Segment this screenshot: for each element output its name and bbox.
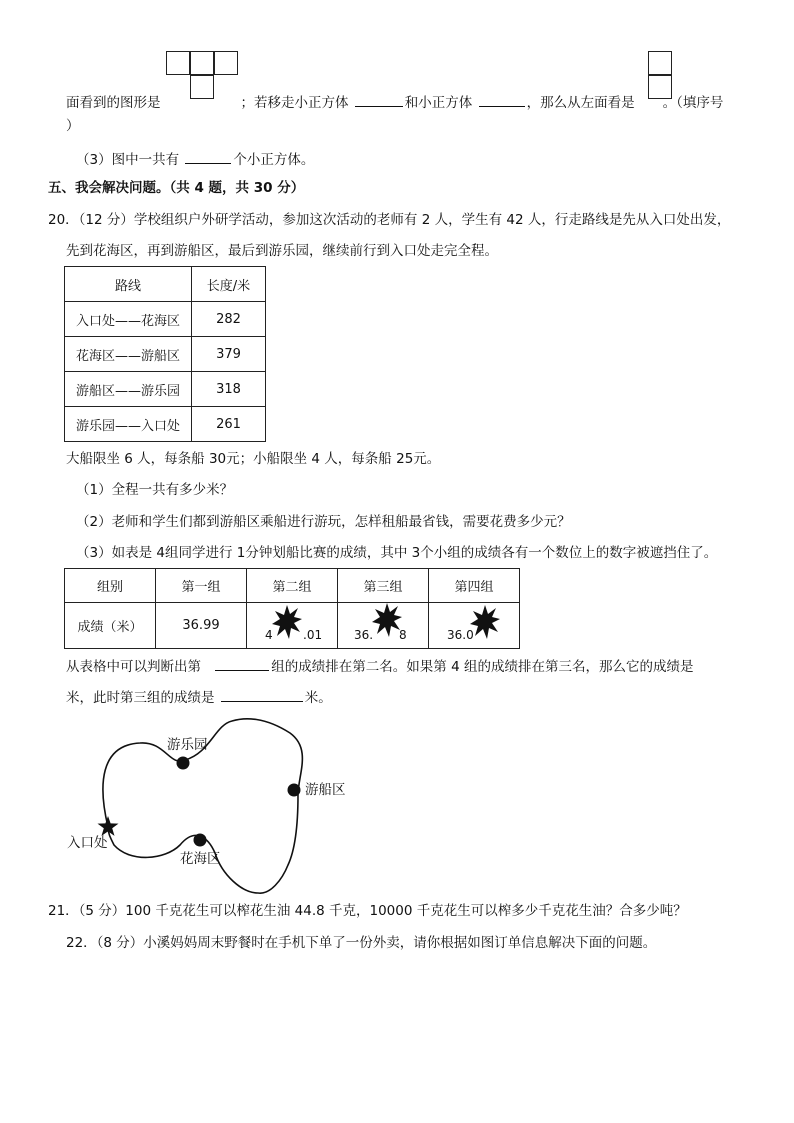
table-cell: 261 bbox=[192, 407, 266, 442]
table-cell: 入口处——花海区 bbox=[65, 302, 192, 337]
map-label-boat: 游船区 bbox=[305, 782, 346, 798]
group4-score-left: 36.0 bbox=[447, 628, 474, 642]
answer-blank[interactable] bbox=[355, 94, 403, 107]
amusement-park-dot bbox=[177, 757, 190, 770]
table-cell: 318 bbox=[192, 372, 266, 407]
group2-score-left: 4 bbox=[265, 628, 273, 642]
map-label-entrance: 入口处 bbox=[67, 835, 108, 851]
table-header: 第三组 bbox=[338, 569, 429, 603]
route-length-table bbox=[64, 266, 266, 442]
table-header: 组别 bbox=[65, 569, 156, 603]
judge-mid: 组的成绩排在第二名。如果第 4 组的成绩排在第三名，那么它的成绩是 bbox=[271, 659, 694, 675]
answer-blank[interactable] bbox=[479, 94, 525, 107]
q19-line1-and: 和小正方体 bbox=[404, 95, 473, 111]
table-cell: 游船区——游乐园 bbox=[65, 372, 192, 407]
judge-line2-prefix: 米，此时第三组的成绩是 bbox=[66, 690, 215, 706]
q19-line1-prefix: 面看到的图形是 bbox=[66, 95, 161, 111]
group3-score-right: 8 bbox=[399, 628, 407, 642]
q22-text: 22．（8 分）小溪妈妈周末野餐时在手机下单了一份外卖，请你根据如图订单信息解决下面的问题。 bbox=[66, 935, 657, 951]
table-header: 第二组 bbox=[247, 569, 338, 603]
q20-part1: （1）全程一共有多少米？ bbox=[76, 482, 234, 498]
q19-line1-suffix: ，那么从左面看是 bbox=[526, 95, 635, 111]
table-cell: 游乐园——入口处 bbox=[65, 407, 192, 442]
flower-area-dot bbox=[194, 834, 207, 847]
answer-blank[interactable] bbox=[215, 658, 269, 671]
table-header: 路线 bbox=[65, 267, 192, 302]
q20-intro-line1: 20．（12 分）学校组织户外研学活动，参加这次活动的老师有 2 人，学生有 42 人，行走路线是先从入口处出发， bbox=[48, 212, 731, 228]
table-row-label: 成绩（米） bbox=[65, 603, 156, 649]
q19-line1-end: 。（填序号 bbox=[662, 95, 724, 111]
q20-part3: （3）如表是 4组同学进行 1分钟划船比赛的成绩，其中 3个小组的成绩各有一个数位上的数字被遮挡住了。 bbox=[76, 545, 718, 561]
map-label-amusement: 游乐园 bbox=[167, 737, 208, 753]
table-cell: 36.99 bbox=[156, 603, 247, 649]
q21-text: 21．（5 分）100 千克花生可以榨花生油 44.8 千克，10000 千克花生可以榨多少千克花生油？合多少吨？ bbox=[48, 903, 687, 919]
group3-score-left: 36. bbox=[354, 628, 374, 642]
q19-line1-mid: ；若移走小正方体 bbox=[240, 95, 349, 111]
cube-cell bbox=[214, 51, 238, 75]
q19-part3-suffix: 个小正方体。 bbox=[233, 152, 315, 168]
table-header: 第一组 bbox=[156, 569, 247, 603]
q20-judge-line1 bbox=[66, 658, 693, 675]
group2-score-right: .01 bbox=[303, 628, 323, 642]
q20-part2: （2）老师和学生们都到游船区乘船进行游玩，怎样租船最省钱，需要花费多少元？ bbox=[76, 514, 571, 530]
table-header: 第四组 bbox=[429, 569, 520, 603]
judge-prefix: 从表格中可以判断出第 bbox=[66, 659, 201, 675]
section-5-title: 五、我会解决问题。（共 4 题，共 30 分） bbox=[48, 180, 305, 196]
ink-splat-icon bbox=[372, 603, 402, 637]
park-route-map bbox=[60, 705, 320, 900]
map-label-flower: 花海区 bbox=[180, 851, 221, 867]
q19-line2: ） bbox=[66, 118, 80, 134]
table-cell: 379 bbox=[192, 337, 266, 372]
cube-cell bbox=[166, 51, 190, 75]
answer-blank[interactable] bbox=[185, 151, 231, 164]
ink-splat-icon bbox=[470, 605, 500, 639]
q20-boat-info: 大船限坐 6 人，每条船 30元；小船限坐 4 人，每条船 25元。 bbox=[66, 451, 441, 467]
table-header: 长度/米 bbox=[192, 267, 266, 302]
q19-part3 bbox=[76, 151, 314, 168]
cube-cell bbox=[648, 51, 672, 75]
cube-cell bbox=[190, 51, 214, 75]
ink-splat-icon bbox=[272, 605, 302, 639]
boat-area-dot bbox=[288, 784, 301, 797]
judge-line2-suffix: 米。 bbox=[304, 690, 332, 706]
q19-part3-text: （3）图中一共有 bbox=[76, 152, 180, 168]
q20-intro-line2: 先到花海区，再到游船区，最后到游乐园，继续前行到入口处走完全程。 bbox=[66, 243, 498, 259]
q20-judge-line2 bbox=[66, 689, 332, 706]
table-cell: 花海区——游船区 bbox=[65, 337, 192, 372]
answer-blank[interactable] bbox=[221, 689, 303, 702]
q19-line1 bbox=[66, 94, 723, 111]
table-cell: 282 bbox=[192, 302, 266, 337]
